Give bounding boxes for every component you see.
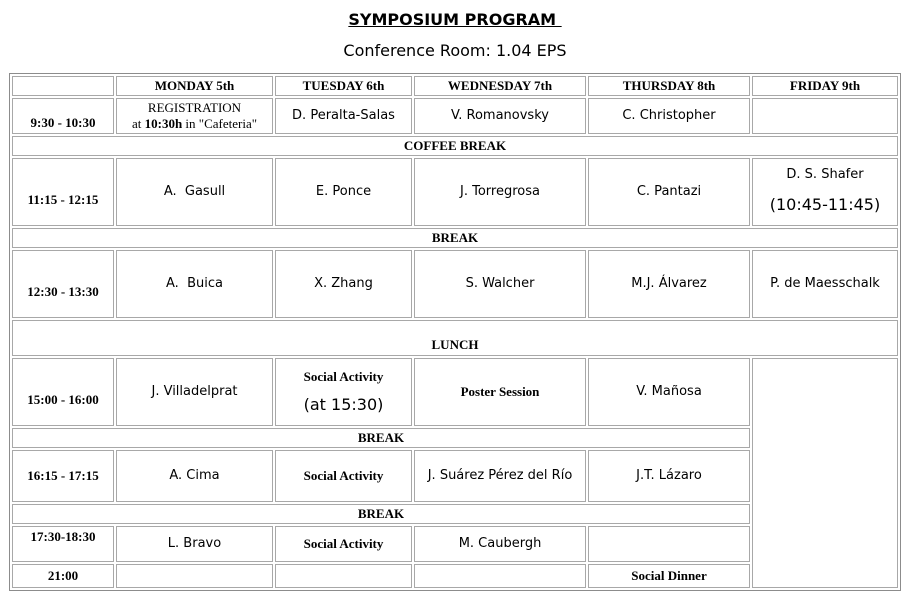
session-wed-2100 [414, 564, 586, 588]
day-header-monday: MONDAY 5th [116, 76, 273, 96]
session-thu-1730 [588, 526, 750, 562]
time-slot-0930: 9:30 - 10:30 [12, 98, 114, 134]
break-row-1: BREAK [12, 228, 898, 248]
coffee-break-row: COFFEE BREAK [12, 136, 898, 156]
session-tue-1500 [275, 358, 412, 426]
registration-detail: at 10:30h in "Cafeteria" [131, 116, 258, 131]
session-thu-1230: M.J. Álvarez [588, 250, 750, 318]
session-registration [116, 98, 273, 134]
day-header-friday: FRIDAY 9th [752, 76, 898, 96]
header-empty-cell [12, 76, 114, 96]
session-tue-1115: E. Ponce [275, 158, 412, 226]
time-slot-2100: 21:00 [12, 564, 114, 588]
session-fri-1230: P. de Maesschalk [752, 250, 898, 318]
session-mon-1615: A. Cima [116, 450, 273, 502]
social-dinner: Social Dinner [588, 564, 750, 588]
session-thu-1500: V. Mañosa [588, 358, 750, 426]
session-mon-1115: A. Gasull [116, 158, 273, 226]
session-tue-1615: Social Activity [275, 450, 412, 502]
shafer-time: (10:45-11:45) [769, 195, 881, 214]
session-fri-0930 [752, 98, 898, 134]
lunch-row: LUNCH [12, 320, 898, 356]
session-tue-0930: D. Peralta-Salas [275, 98, 412, 134]
day-header-tuesday: TUESDAY 6th [275, 76, 412, 96]
session-thu-1115: C. Pantazi [588, 158, 750, 226]
session-fri-1115 [752, 158, 898, 226]
session-wed-1500: Poster Session [414, 358, 586, 426]
session-thu-0930: C. Christopher [588, 98, 750, 134]
time-slot-1115: 11:15 - 12:15 [12, 158, 114, 226]
session-tue-1230: X. Zhang [275, 250, 412, 318]
social-activity-time: (at 15:30) [303, 395, 384, 414]
time-slot-1230: 12:30 - 13:30 [12, 250, 114, 318]
session-wed-1115: J. Torregrosa [414, 158, 586, 226]
registration-label: REGISTRATION [147, 100, 242, 115]
session-mon-2100 [116, 564, 273, 588]
session-fri-afternoon-empty [752, 358, 898, 588]
session-wed-1230: S. Walcher [414, 250, 586, 318]
session-tue-1730: Social Activity [275, 526, 412, 562]
day-header-wednesday: WEDNESDAY 7th [414, 76, 586, 96]
page-title: SYMPOSIUM PROGRAM [348, 10, 562, 29]
time-slot-1730: 17:30-18:30 [12, 526, 114, 562]
page-subtitle: Conference Room: 1.04 EPS [343, 41, 567, 60]
break-row-3: BREAK [12, 504, 750, 524]
session-mon-1730: L. Bravo [116, 526, 273, 562]
social-activity-label: Social Activity [303, 369, 384, 384]
time-slot-1615: 16:15 - 17:15 [12, 450, 114, 502]
session-wed-0930: V. Romanovsky [414, 98, 586, 134]
session-wed-1730: M. Caubergh [414, 526, 586, 562]
break-row-2: BREAK [12, 428, 750, 448]
session-thu-1615: J.T. Lázaro [588, 450, 750, 502]
session-tue-2100 [275, 564, 412, 588]
session-mon-1500: J. Villadelprat [116, 358, 273, 426]
session-mon-1230: A. Buica [116, 250, 273, 318]
speaker-shafer: D. S. Shafer [786, 167, 864, 182]
time-slot-1500: 15:00 - 16:00 [12, 358, 114, 426]
session-wed-1615: J. Suárez Pérez del Río [414, 450, 586, 502]
day-header-thursday: THURSDAY 8th [588, 76, 750, 96]
